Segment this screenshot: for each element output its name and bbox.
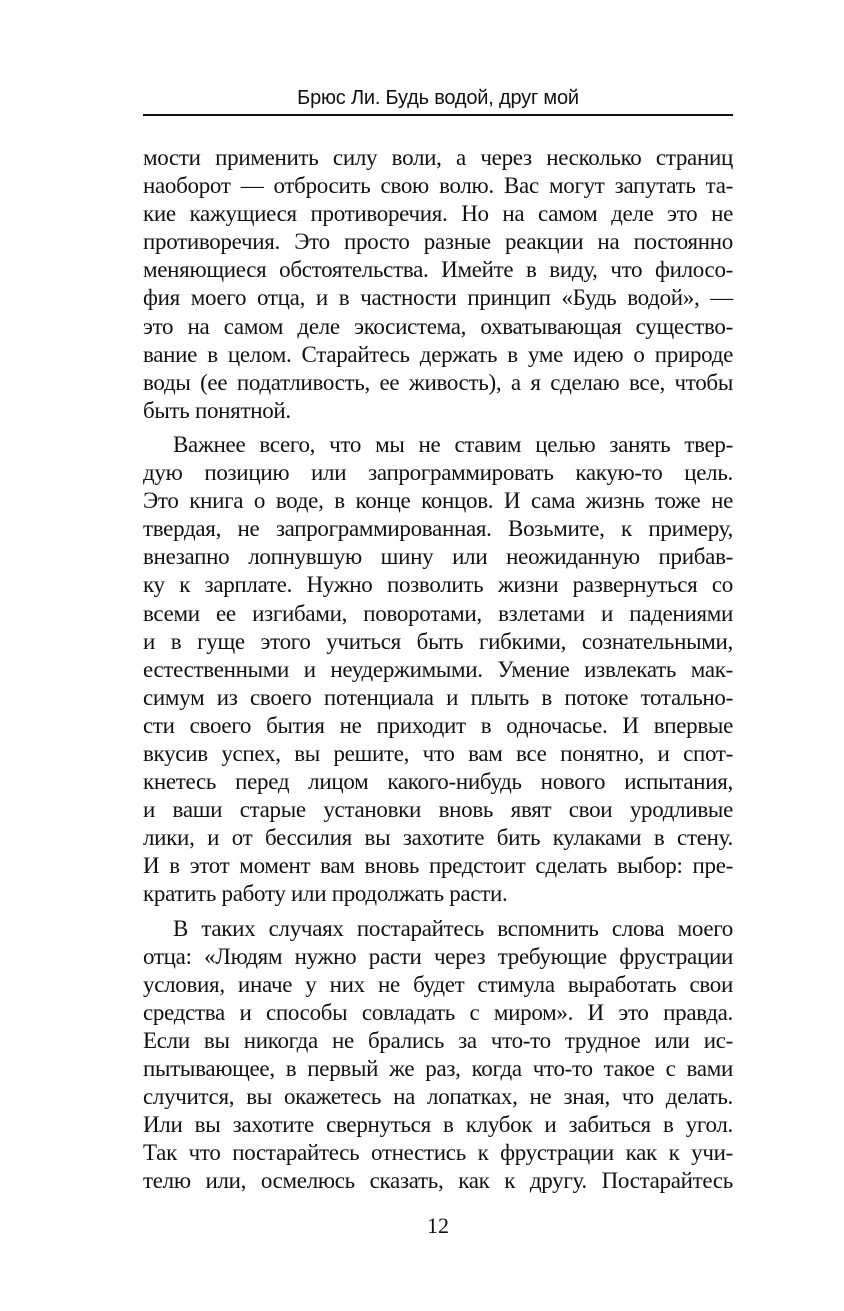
text-line: условия, иначе у них не будет стимула выработать свои	[143, 971, 733, 997]
text-line: это на самом деле экосистема, охватывающая существо-	[143, 313, 733, 339]
text-line: вание в целом. Старайтесь держать в уме идею о природе	[143, 341, 733, 367]
text-line: Если вы никогда не брались за что-то трудное или ис-	[143, 1027, 733, 1053]
text-line: пытывающее, в первый же раз, когда что-то такое с вами	[143, 1056, 733, 1081]
text-line: Или вы захотите свернуться в клубок и забиться в угол.	[143, 1112, 733, 1138]
paragraph	[143, 915, 733, 1196]
text-line: сти своего бытия не приходит в одночасье. И впервые	[143, 712, 733, 738]
text-line: мости применить силу воли, а через несколько страниц	[143, 145, 733, 170]
text-line: Важнее всего, что мы не ставим целью занять твер-	[173, 431, 733, 457]
paragraph	[143, 144, 733, 425]
text-line: вкусив успех, вы решите, что вам все понятно, и спот-	[143, 740, 733, 766]
header-rule	[143, 114, 733, 116]
paragraph	[143, 431, 733, 909]
text-line: случится, вы окажетесь на лопатках, не зная, что делать.	[143, 1084, 733, 1110]
text-line: и в гуще этого учиться быть гибкими, сознательными,	[143, 628, 733, 654]
text-line: воды (ее податливость, ее живость), а я сделаю все, чтобы	[143, 369, 733, 395]
text-line: И в этот момент вам вновь предстоит сделать выбор: пре-	[143, 853, 733, 879]
text-line: средства и способы совладать с миром». И это правда.	[143, 999, 733, 1025]
text-line: Так что постарайтесь отнестись к фрустрации как к учи-	[143, 1140, 733, 1166]
text-line: лики, и от бессилия вы захотите бить кулаками в стену.	[143, 825, 733, 851]
text-line: кие кажущиеся противоречия. Но на самом деле это не	[143, 201, 733, 227]
text-line: фия моего отца, и в частности принцип «Будь водой», —	[143, 285, 733, 311]
text-line: телю или, осмелюсь сказать, как к другу. Постарайтесь	[143, 1168, 733, 1194]
running-head-title: Брюс Ли. Будь водой, друг мой	[297, 87, 579, 109]
text-line: быть понятной.	[143, 397, 291, 423]
text-line: твердая, не запрограммированная. Возьмите, к примеру,	[143, 516, 733, 542]
text-line: естественными и неудержимыми. Умение извлекать мак-	[143, 656, 733, 682]
text-line: дую позицию или запрограммировать какую-то цель.	[143, 460, 733, 486]
text-line: отца: «Людям нужно расти через требующие фрустрации	[143, 943, 733, 969]
text-line: наоборот — отбросить свою волю. Вас могут запутать та-	[143, 173, 733, 199]
text-line: внезапно лопнувшую шину или неожиданную прибав-	[143, 544, 733, 570]
text-line: кнетесь перед лицом какого-нибудь нового испытания,	[143, 769, 733, 795]
text-line: В таких случаях постарайтесь вспомнить слова моего	[173, 915, 733, 941]
text-line: Это книга о воде, в конце концов. И сама жизнь тоже не	[143, 488, 733, 514]
text-line: противоречия. Это просто разные реакции на постоянно	[143, 229, 733, 255]
text-line: всеми ее изгибами, поворотами, взлетами и падениями	[143, 600, 733, 626]
text-line: и ваши старые установки вновь явят свои уродливые	[143, 797, 733, 823]
text-line: меняющиеся обстоятельства. Имейте в виду, что филосо-	[143, 257, 733, 283]
body-text	[143, 144, 733, 1195]
text-line: симум из своего потенциала и плыть в потоке тотально-	[143, 684, 733, 710]
text-line: кратить работу или продолжать расти.	[143, 881, 508, 907]
text-line: ку к зарплате. Нужно позволить жизни развернуться со	[143, 572, 733, 598]
page-number: 12	[427, 1213, 449, 1238]
